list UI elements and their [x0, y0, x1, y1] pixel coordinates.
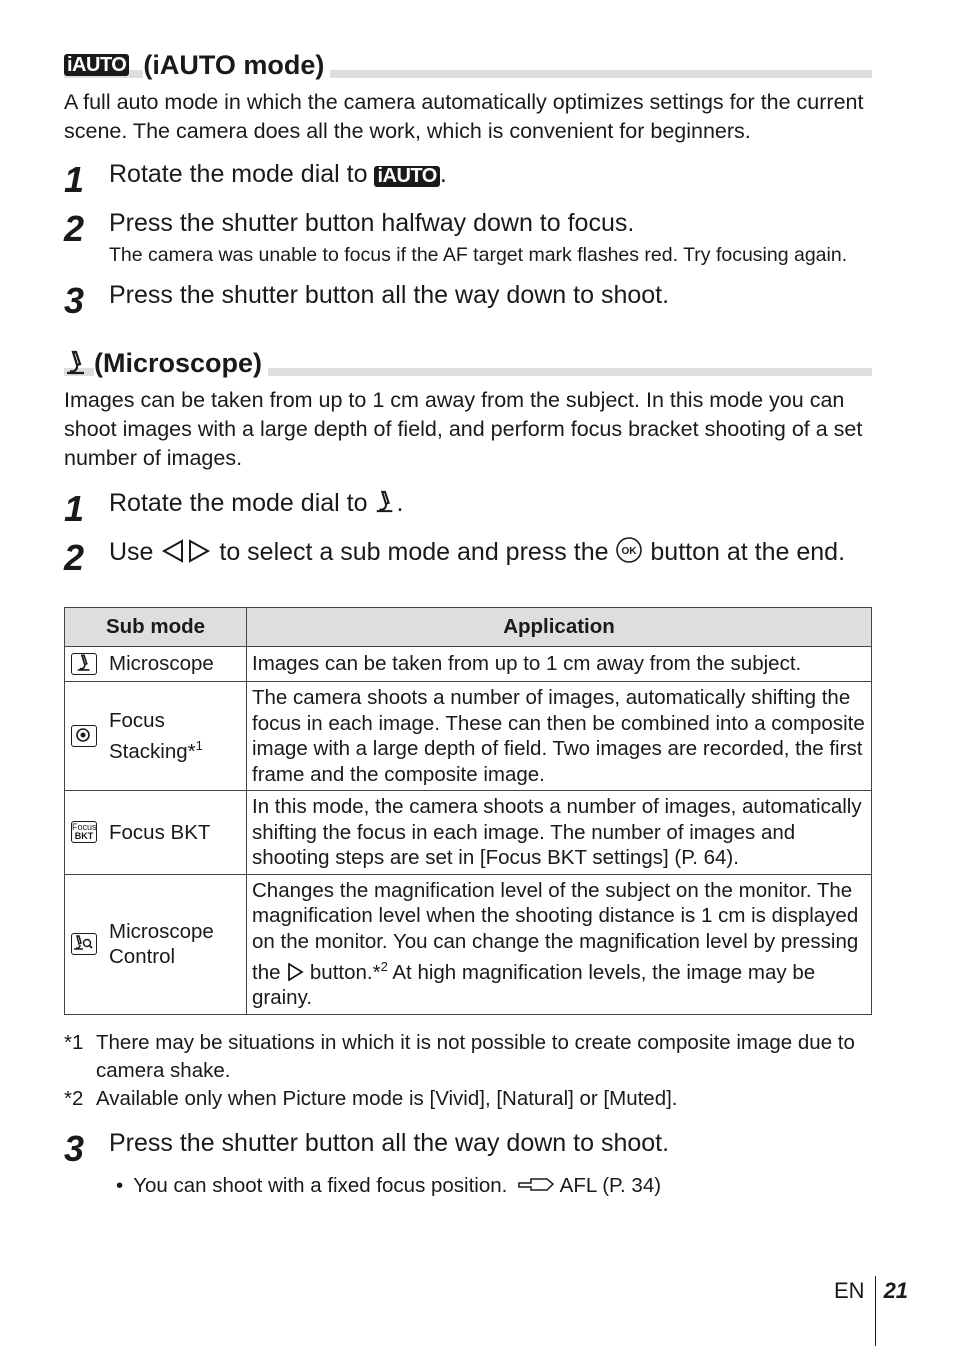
- table-row: [65, 647, 872, 682]
- page-content: [64, 0, 872, 1200]
- step-text: Rotate the mode dial to: [109, 489, 368, 517]
- column-header: Sub mode: [65, 608, 247, 647]
- step-bullet: • You can shoot with a fixed focus position. AFL (P. 34): [116, 1173, 662, 1197]
- sub-mode-name: Focus Stacking*: [109, 708, 196, 763]
- sub-mode-table: [64, 607, 872, 1015]
- footnotes: [64, 1029, 872, 1113]
- focus-stacking-icon: [71, 725, 97, 747]
- section-intro: A full auto mode in which the camera automatically optimizes settings for the current scene. The camera does all the work, which is convenient for beginners.: [64, 90, 864, 143]
- step-number: 3: [64, 280, 85, 321]
- section-header-iauto: [64, 44, 872, 80]
- step-2: 2 Use to select a sub mode and press the OK button at the end.: [64, 537, 846, 578]
- language-label: EN: [834, 1278, 865, 1303]
- microscope-control-icon: [71, 933, 97, 955]
- sub-mode-name: Focus BKT: [109, 820, 211, 844]
- column-header: Application: [247, 608, 872, 647]
- step-1: 1 Rotate the mode dial to iAUTO .: [64, 159, 447, 200]
- table-row: Focus Stacking*$^1$ The camera shoots a number of images, automatically shifting the focus in each image. These can then be combined into a composite image with a large depth of field. Two images are recorded, the first frame and the composite image.: [65, 682, 872, 791]
- ok-button-icon: [615, 536, 643, 564]
- application-text: The camera shoots a number of images, automatically shifting the focus in each image. These can then be combined into a composite image with a large depth of field. Two images are recorded, the first frame and the composite image.: [247, 682, 872, 791]
- table-row: [65, 874, 872, 1014]
- footnote: *2 Available only when Picture mode is [Vivid], [Natural] or [Muted].: [64, 1086, 678, 1110]
- application-text: In this mode, the camera shoots a number of images, automatically shifting the focus in each image. The number of images and shooting steps are set in [Focus BKT settings] (P. 64).: [247, 791, 872, 875]
- step-2: [64, 207, 872, 269]
- left-right-arrow-icon: [160, 539, 212, 563]
- focus-bkt-icon: Focus BKT: [72, 822, 97, 842]
- iauto-mode-icon: iAUTO: [64, 54, 129, 76]
- step-number: 1: [64, 159, 85, 200]
- application-text: Changes the magnification level of the subject on the monitor. The magnification level when the shooting distance is 1 cm is displayed on the monitor. You can change the magnification level by pressing the button.*$^2$ At high magnification levels, the image may be grainy.: [247, 874, 872, 1014]
- step-3: [64, 279, 872, 320]
- page-footer: [834, 1276, 908, 1344]
- step-number: 2: [64, 208, 85, 249]
- application-text: Images can be taken from up to 1 cm away from the subject.: [247, 647, 872, 682]
- page-reference: AFL (P. 34): [559, 1173, 662, 1197]
- step-text: Press the shutter button all the way down to shoot.: [109, 281, 670, 309]
- step-text: Rotate the mode dial to: [109, 160, 368, 188]
- sub-mode-name: Microscope: [109, 652, 214, 676]
- step-1: 1 Rotate the mode dial to .: [64, 488, 404, 529]
- section-title: (iAUTO mode): [143, 50, 330, 80]
- microscope-icon: [374, 490, 396, 514]
- step-3: [64, 1127, 872, 1168]
- iauto-mode-icon: iAUTO: [374, 166, 439, 187]
- sub-mode-name: Microscope Control: [109, 919, 214, 969]
- svg-text:OK: OK: [621, 546, 637, 557]
- step-note: The camera was unable to focus if the AF target mark flashes red. Try focusing again.: [109, 244, 848, 266]
- microscope-mode-icon: [71, 653, 97, 675]
- table-header-row: [65, 608, 872, 647]
- right-arrow-icon: [286, 963, 304, 981]
- step-number: 3: [64, 1127, 85, 1169]
- footnote: *1 There may be situations in which it is not possible to create composite image due to camera shake.: [64, 1030, 855, 1082]
- section-intro: Images can be taken from up to 1 cm away from the subject. In this mode you can shoot images with a large depth of field, and perform focus bracket shooting of a set number of images.: [64, 388, 863, 470]
- step-text: Press the shutter button halfway down to focus.: [109, 209, 635, 237]
- step-number: 1: [64, 488, 85, 529]
- section-header-microscope: [64, 342, 872, 378]
- step-text: Press the shutter button all the way down to shoot.: [109, 1128, 670, 1157]
- reference-hand-icon: [517, 1175, 555, 1195]
- microscope-icon: [64, 350, 88, 376]
- page-number: 21: [875, 1276, 908, 1346]
- table-row: [65, 791, 872, 875]
- section-title: (Microscope): [94, 348, 268, 378]
- step-number: 2: [64, 537, 85, 578]
